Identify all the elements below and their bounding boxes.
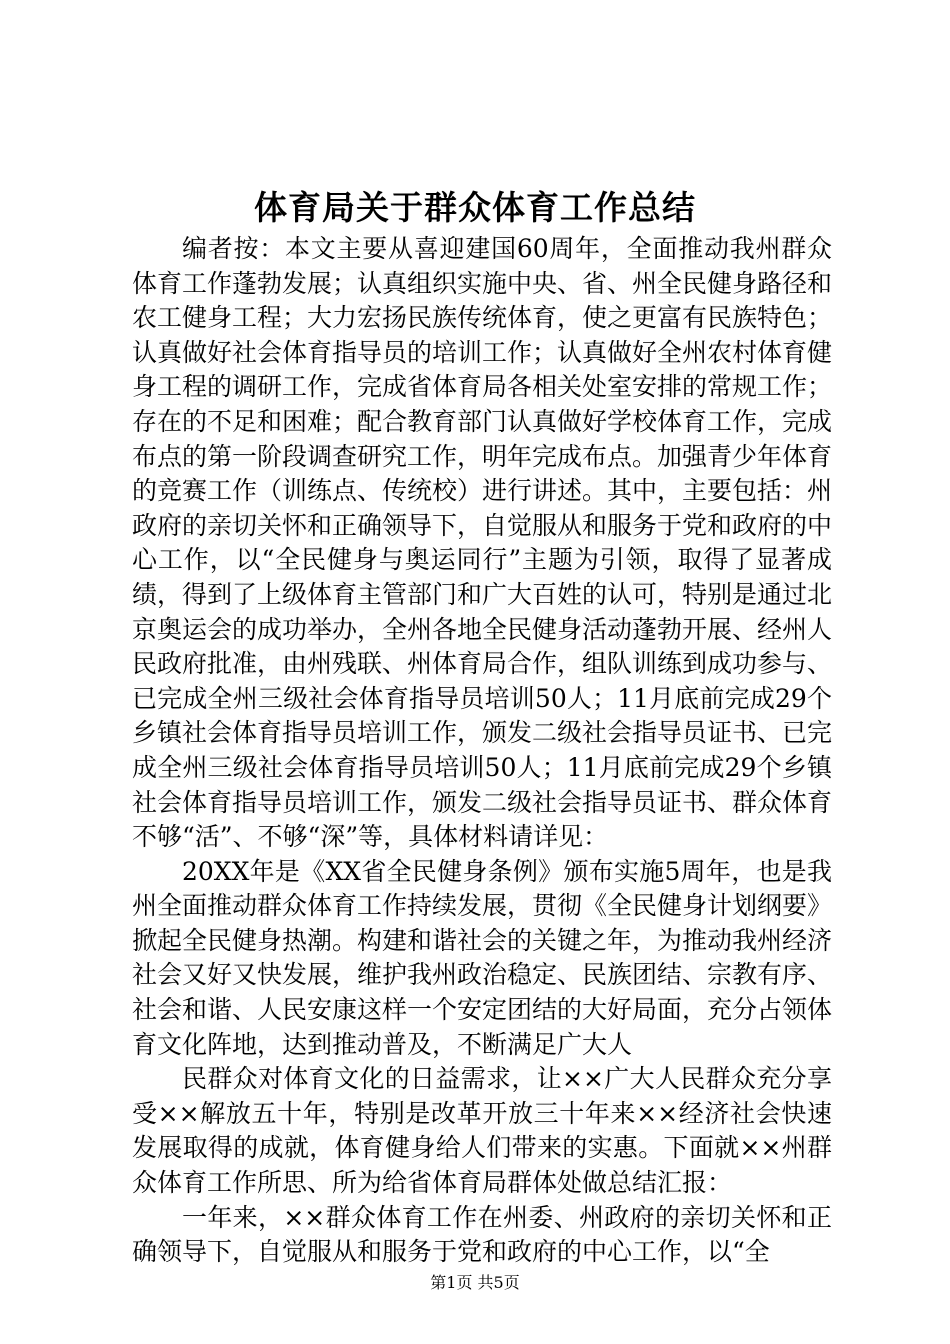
paragraph-intro: 20XX年是《XX省全民健身条例》颁布实施5周年，也是我州全面推动群众体育工作持续发展，贯彻《全民健身计划纲要》掀起全民健身热潮。构建和谐社会的关键之年，为推动我州经济社会又好又快发展，维护我州政治稳定、民族团结、宗教有序、社会和谐、人民安康这样一个安定团结的大好局面，充分占领体育文化阵地，达到推动普及，不断满足广大人 (132, 856, 833, 1059)
document-title: 体育局关于群众体育工作总结 (254, 188, 696, 227)
paragraph-summary-start: 一年来，××群众体育工作在州委、州政府的亲切关怀和正确领导下，自觉服从和服务于党和政府的中心工作，以“全 (132, 1202, 832, 1267)
paragraph-continuation: 民群众对体育文化的日益需求，让××广大人民群众充分享受××解放五十年，特别是改革开放三十年来××经济社会快速发展取得的成就，体育健身给人们带来的实惠。下面就××州群众体育工作所思、所为给省体育局群体处做总结汇报： (132, 1064, 832, 1198)
paragraph-editor-note: 编者按：本文主要从喜迎建国60周年，全面推动我州群众体育工作蓬勃发展；认真组织实施中央、省、州全民健身路径和农工健身工程；大力宏扬民族传统体育，使之更富有民族特色；认真做好社会体育指导员的培训工作；认真做好全州农村体育健身工程的调研工作，完成省体育局各相关处室安排的常规工作；存在的不足和困难；配合教育部门认真做好学校体育工作，完成布点的第一阶段调查研究工作，明年完成布点。加强青少年体育的竞赛工作（训练点、传统校）进行讲述。其中，主要包括：州政府的亲切关怀和正确领导下，自觉服从和服务于党和政府的中心工作，以“全民健身与奥运同行”主题为引领，取得了显著成绩，得到了上级体育主管部门和广大百姓的认可，特别是通过北京奥运会的成功举办，全州各地全民健身活动蓬勃开展、经州人民政府批准，由州残联、州体育局合作，组队训练到成功参与、已完成全州三级社会体育指导员培训50人；11月底前完成29个乡镇社会体育指导员培训工作，颁发二级社会指导员证书、已完成全州三级社会体育指导员培训50人；11月底前完成29个乡镇社会体育指导员培训工作，颁发二级社会指导员证书、群众体育不够“活”、不够“深”等，具体材料请详见： (132, 234, 833, 852)
document-body (132, 232, 832, 1270)
page-number-footer: 第1页 共5页 (430, 1273, 520, 1292)
